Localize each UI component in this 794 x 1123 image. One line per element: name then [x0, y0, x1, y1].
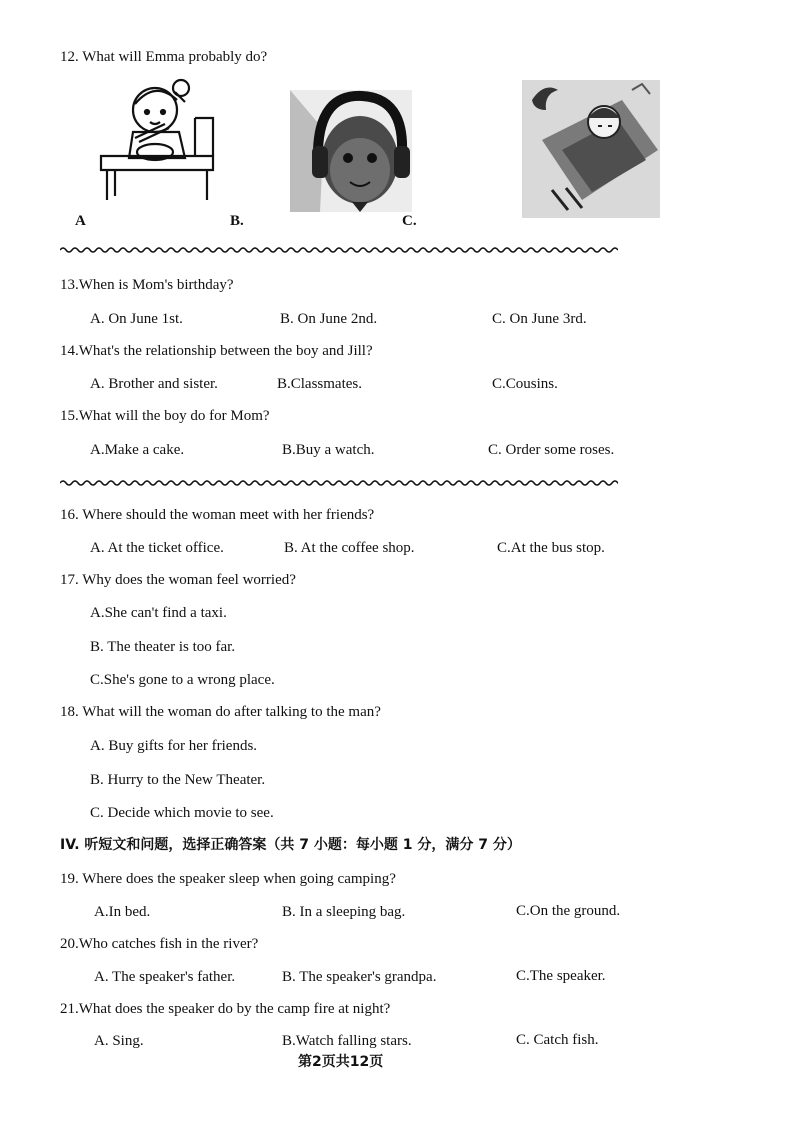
option-label-a: A	[75, 213, 86, 229]
question-12: 12. What will Emma probably do?	[60, 49, 268, 65]
eating-girl-image	[95, 78, 220, 203]
question-20: 20.Who catches fish in the river?	[60, 936, 259, 952]
question-19: 19. Where does the speaker sleep when going camping?	[60, 871, 396, 887]
q15-option-c: C. Order some roses.	[488, 442, 615, 458]
q16-option-c: C.At the bus stop.	[497, 540, 605, 556]
question-15: 15.What will the boy do for Mom?	[60, 408, 270, 424]
q18-option-a: A. Buy gifts for her friends.	[90, 738, 258, 754]
q14-option-b: B.Classmates.	[277, 376, 362, 392]
question-14: 14.What's the relationship between the boy and Jill?	[60, 343, 373, 359]
q19-option-b: B. In a sleeping bag.	[282, 904, 406, 920]
q18-option-c: C. Decide which movie to see.	[90, 805, 274, 821]
question-16: 16. Where should the woman meet with her friends?	[60, 507, 375, 523]
question-18: 18. What will the woman do after talking to the man?	[60, 704, 381, 720]
sleeping-girl-image	[522, 80, 660, 218]
q21-option-c: C. Catch fish.	[516, 1032, 599, 1048]
q21-option-a: A. Sing.	[94, 1033, 144, 1049]
q17-option-a: A.She can't find a taxi.	[90, 605, 227, 621]
q20-option-a: A. The speaker's father.	[94, 969, 236, 985]
section-4-heading: IV. 听短文和问题，选择正确答案（共 7 小题：每小题 1 分，满分 7 分）	[60, 837, 521, 853]
q20-option-b: B. The speaker's grandpa.	[282, 969, 437, 985]
option-label-b: B.	[230, 213, 244, 229]
q15-option-a: A.Make a cake.	[90, 442, 185, 458]
q16-option-a: A. At the ticket office.	[90, 540, 224, 556]
question-21: 21.What does the speaker do by the camp fire at night?	[60, 1001, 391, 1017]
q13-option-a: A. On June 1st.	[90, 311, 183, 327]
q15-option-b: B.Buy a watch.	[282, 442, 375, 458]
q20-option-c: C.The speaker.	[516, 968, 606, 984]
q14-option-a: A. Brother and sister.	[90, 376, 218, 392]
q18-option-b: B. Hurry to the New Theater.	[90, 772, 266, 788]
q19-option-c: C.On the ground.	[516, 903, 621, 919]
q14-option-c: C.Cousins.	[492, 376, 558, 392]
q17-option-b: B. The theater is too far.	[90, 639, 236, 655]
option-label-c: C.	[402, 213, 417, 229]
q13-option-c: C. On June 3rd.	[492, 311, 587, 327]
question-17: 17. Why does the woman feel worried?	[60, 572, 296, 588]
q16-option-b: B. At the coffee shop.	[284, 540, 415, 556]
q13-option-b: B. On June 2nd.	[280, 311, 378, 327]
q21-option-b: B.Watch falling stars.	[282, 1033, 412, 1049]
wavy-divider	[60, 246, 618, 254]
question-13: 13.When is Mom's birthday?	[60, 277, 234, 293]
page-number: 第2页共12页	[298, 1054, 384, 1070]
headphones-girl-image	[290, 90, 412, 212]
wavy-divider	[60, 479, 618, 487]
q19-option-a: A.In bed.	[94, 904, 151, 920]
q17-option-c: C.She's gone to a wrong place.	[90, 672, 275, 688]
